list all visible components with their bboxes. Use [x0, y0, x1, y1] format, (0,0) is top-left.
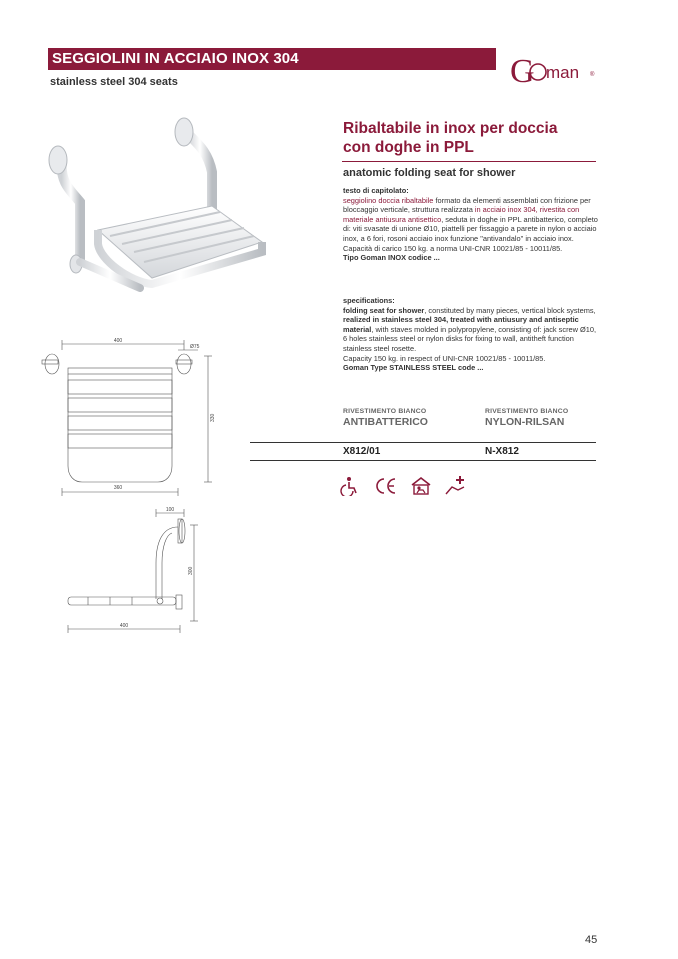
variant-name: ANTIBATTERICO	[343, 416, 428, 428]
dim-front-bottom: 360	[113, 485, 123, 491]
medical-cross-icon	[444, 474, 468, 496]
italian-product-name: seggiolino doccia ribaltabile	[343, 195, 434, 205]
logo-wordmark: man	[546, 63, 580, 82]
variant-name: NYLON-RILSAN	[485, 416, 565, 428]
english-material: realized in stainless steel 304, treated with antiusury and antiseptic material	[343, 315, 579, 334]
goman-logo	[508, 44, 608, 94]
english-specification	[343, 296, 598, 373]
product-subtitle: anatomic folding seat for shower	[343, 167, 516, 179]
code-divider-bottom	[250, 460, 596, 461]
logo-registered: ®	[590, 72, 595, 78]
italian-label: testo di capitolato:	[343, 186, 409, 195]
dim-front-width: 400	[113, 338, 123, 344]
side-view-drawing	[52, 503, 202, 643]
english-text-b: , with staves molded in polypropylene, consisting of: jack screw Ø10, 6 holes stainless steel or nylon disks for fixing to wall, antitheft function stainless steel rosette.	[343, 324, 597, 353]
code-x812-01: X812/01	[343, 446, 381, 457]
product-title	[343, 119, 603, 157]
code-divider-top	[250, 442, 596, 443]
english-text-a: , constituted by many pieces, vertical block systems,	[424, 305, 596, 315]
italian-code: Tipo Goman INOX codice ...	[343, 253, 440, 263]
english-capacity: Capacity 150 kg. in respect of UNI-CNR 10021/85 - 10011/85.	[343, 353, 546, 363]
front-view-drawing	[38, 336, 218, 506]
code-n-x812: N-X812	[485, 446, 519, 457]
product-title-line-1: Ribaltabile in inox per doccia	[343, 120, 558, 137]
english-label: specifications:	[343, 296, 395, 305]
dim-front-height: 330	[210, 413, 216, 422]
italian-text-a: formato da elementi assemblati con frizione per bloccaggio verticale, struttura realizzata	[343, 195, 591, 215]
variant-small-label: RIVESTIMENTO BIANCO	[485, 408, 569, 415]
italian-capacity: Capacità di carico 150 kg. a norma UNI-CNR 10021/85 - 10011/85.	[343, 243, 563, 253]
variant-small-label: RIVESTIMENTO BIANCO	[343, 408, 427, 415]
title-divider	[342, 161, 596, 162]
ce-mark-icon	[374, 477, 398, 495]
section-title-band	[48, 48, 496, 70]
variant-antibatterico	[343, 408, 483, 428]
section-title: SEGGIOLINI IN ACCIAIO INOX 304	[52, 50, 299, 67]
italian-specification	[343, 186, 598, 263]
home-care-icon	[410, 476, 432, 496]
wheelchair-icon	[340, 476, 360, 496]
dim-side-height: 300	[188, 566, 194, 575]
italian-text-b: , seduta in doghe in PPL antibatterico, completo di: viti svasate di unione Ø10, piattelli per fissaggio a parete in nylon o acciaio inox, a 6 fori, rosoni acciaio inox funzione "antivandalo" in acciaio inox.	[343, 214, 598, 243]
dim-side-width: 400	[119, 623, 129, 629]
dim-side-top: 100	[165, 507, 175, 513]
italian-material: in acciaio inox 304, rivestita con materiale antiusura antisettico	[343, 205, 580, 224]
product-title-line-2: con doghe in PPL	[343, 139, 474, 156]
product-photo	[40, 112, 285, 302]
logo-letter-g: G	[510, 53, 535, 90]
dim-front-diameter: Ø75	[190, 344, 200, 350]
page-number: 45	[585, 934, 598, 946]
english-product-name: folding seat for shower	[343, 305, 425, 315]
section-subtitle: stainless steel 304 seats	[50, 76, 178, 88]
variant-nylon-rilsan	[485, 408, 625, 428]
english-code: Goman Type STAINLESS STEEL code ...	[343, 363, 484, 373]
